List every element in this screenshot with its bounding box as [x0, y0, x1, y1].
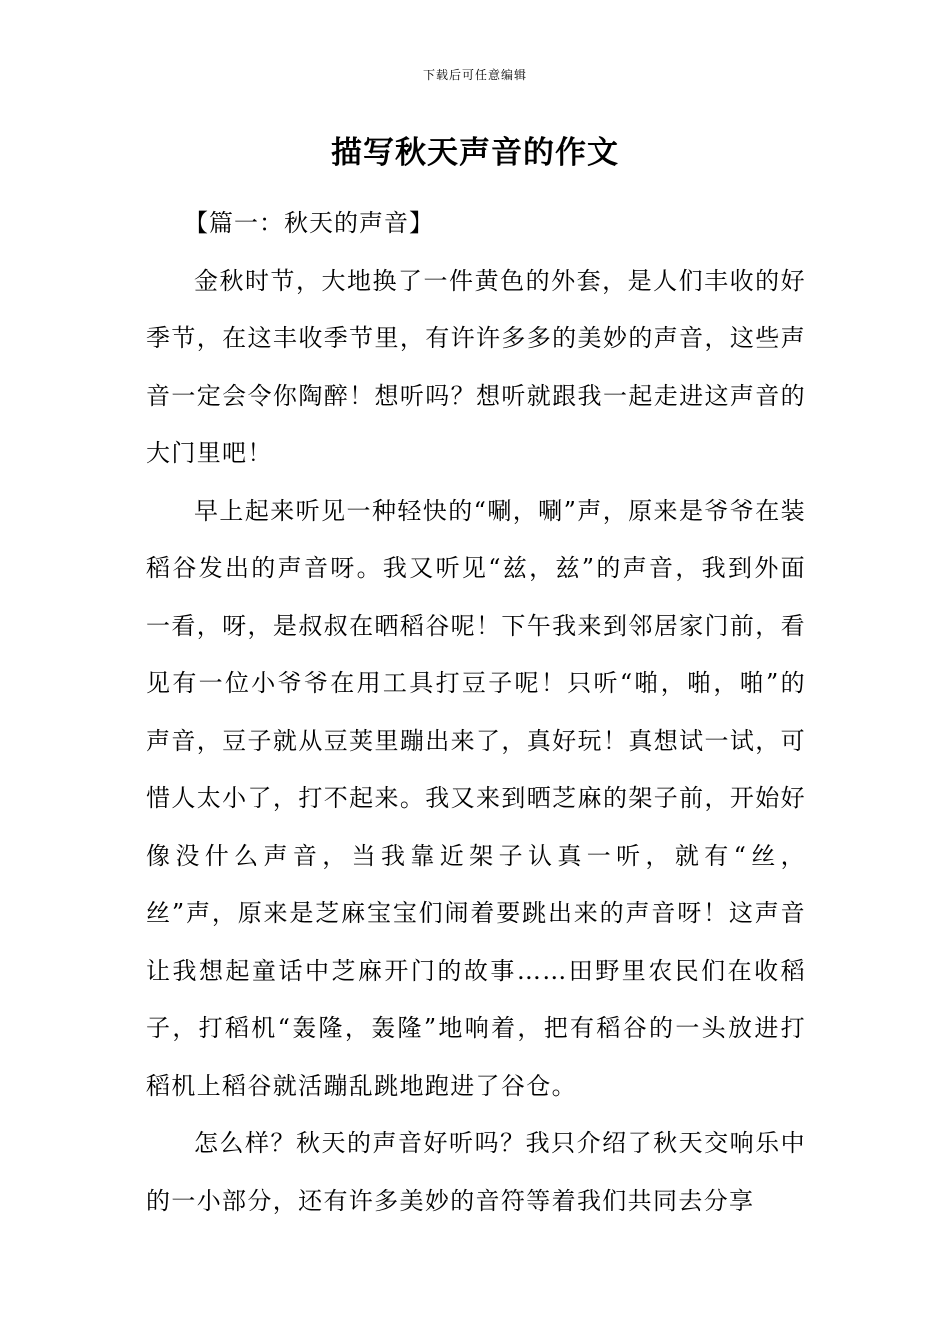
paragraph-3: 怎么样？秋天的声音好听吗？我只介绍了秋天交响乐中的一小部分，还有许多美妙的音符等着我们共同去分享	[146, 1129, 806, 1215]
section-heading: 【篇一：秋天的声音】	[184, 209, 434, 237]
document-title: 描写秋天声音的作文	[331, 135, 619, 171]
paragraph-2: 早上起来听见一种轻快的“唰，唰”声，原来是爷爷在装稻谷发出的声音呀。我又听见“兹，兹”的声音，我到外面一看，呀，是叔叔在晒稻谷呢！下午我来到邻居家门前，看见有一位小爷爷在用工具打豆子呢！只听“啪，啪，啪”的声音，豆子就从豆荚里蹦出来了，真好玩！真想试一试，可惜人太小了，打不起来。我又来到晒芝麻的架子前，开始好像没什么声音，当我靠近架子认真一听，就有“丝，丝”声，原来是芝麻宝宝们闹着要跳出来的声音呀！这声音让我想起童话中芝麻开门的故事……田野里农民们在收稻子，打稻机“轰隆，轰隆”地响着，把有稻谷的一头放进打稻机上稻谷就活蹦乱跳地跑进了谷仓。	[146, 496, 806, 1100]
paragraph-1: 金秋时节，大地换了一件黄色的外套，是人们丰收的好季节，在这丰收季节里，有许许多多的美妙的声音，这些声音一定会令你陶醉！想听吗？想听就跟我一起走进这声音的大门里吧！	[146, 266, 806, 467]
document-body	[146, 195, 806, 1230]
page-header-note: 下载后可任意编辑	[422, 68, 527, 82]
